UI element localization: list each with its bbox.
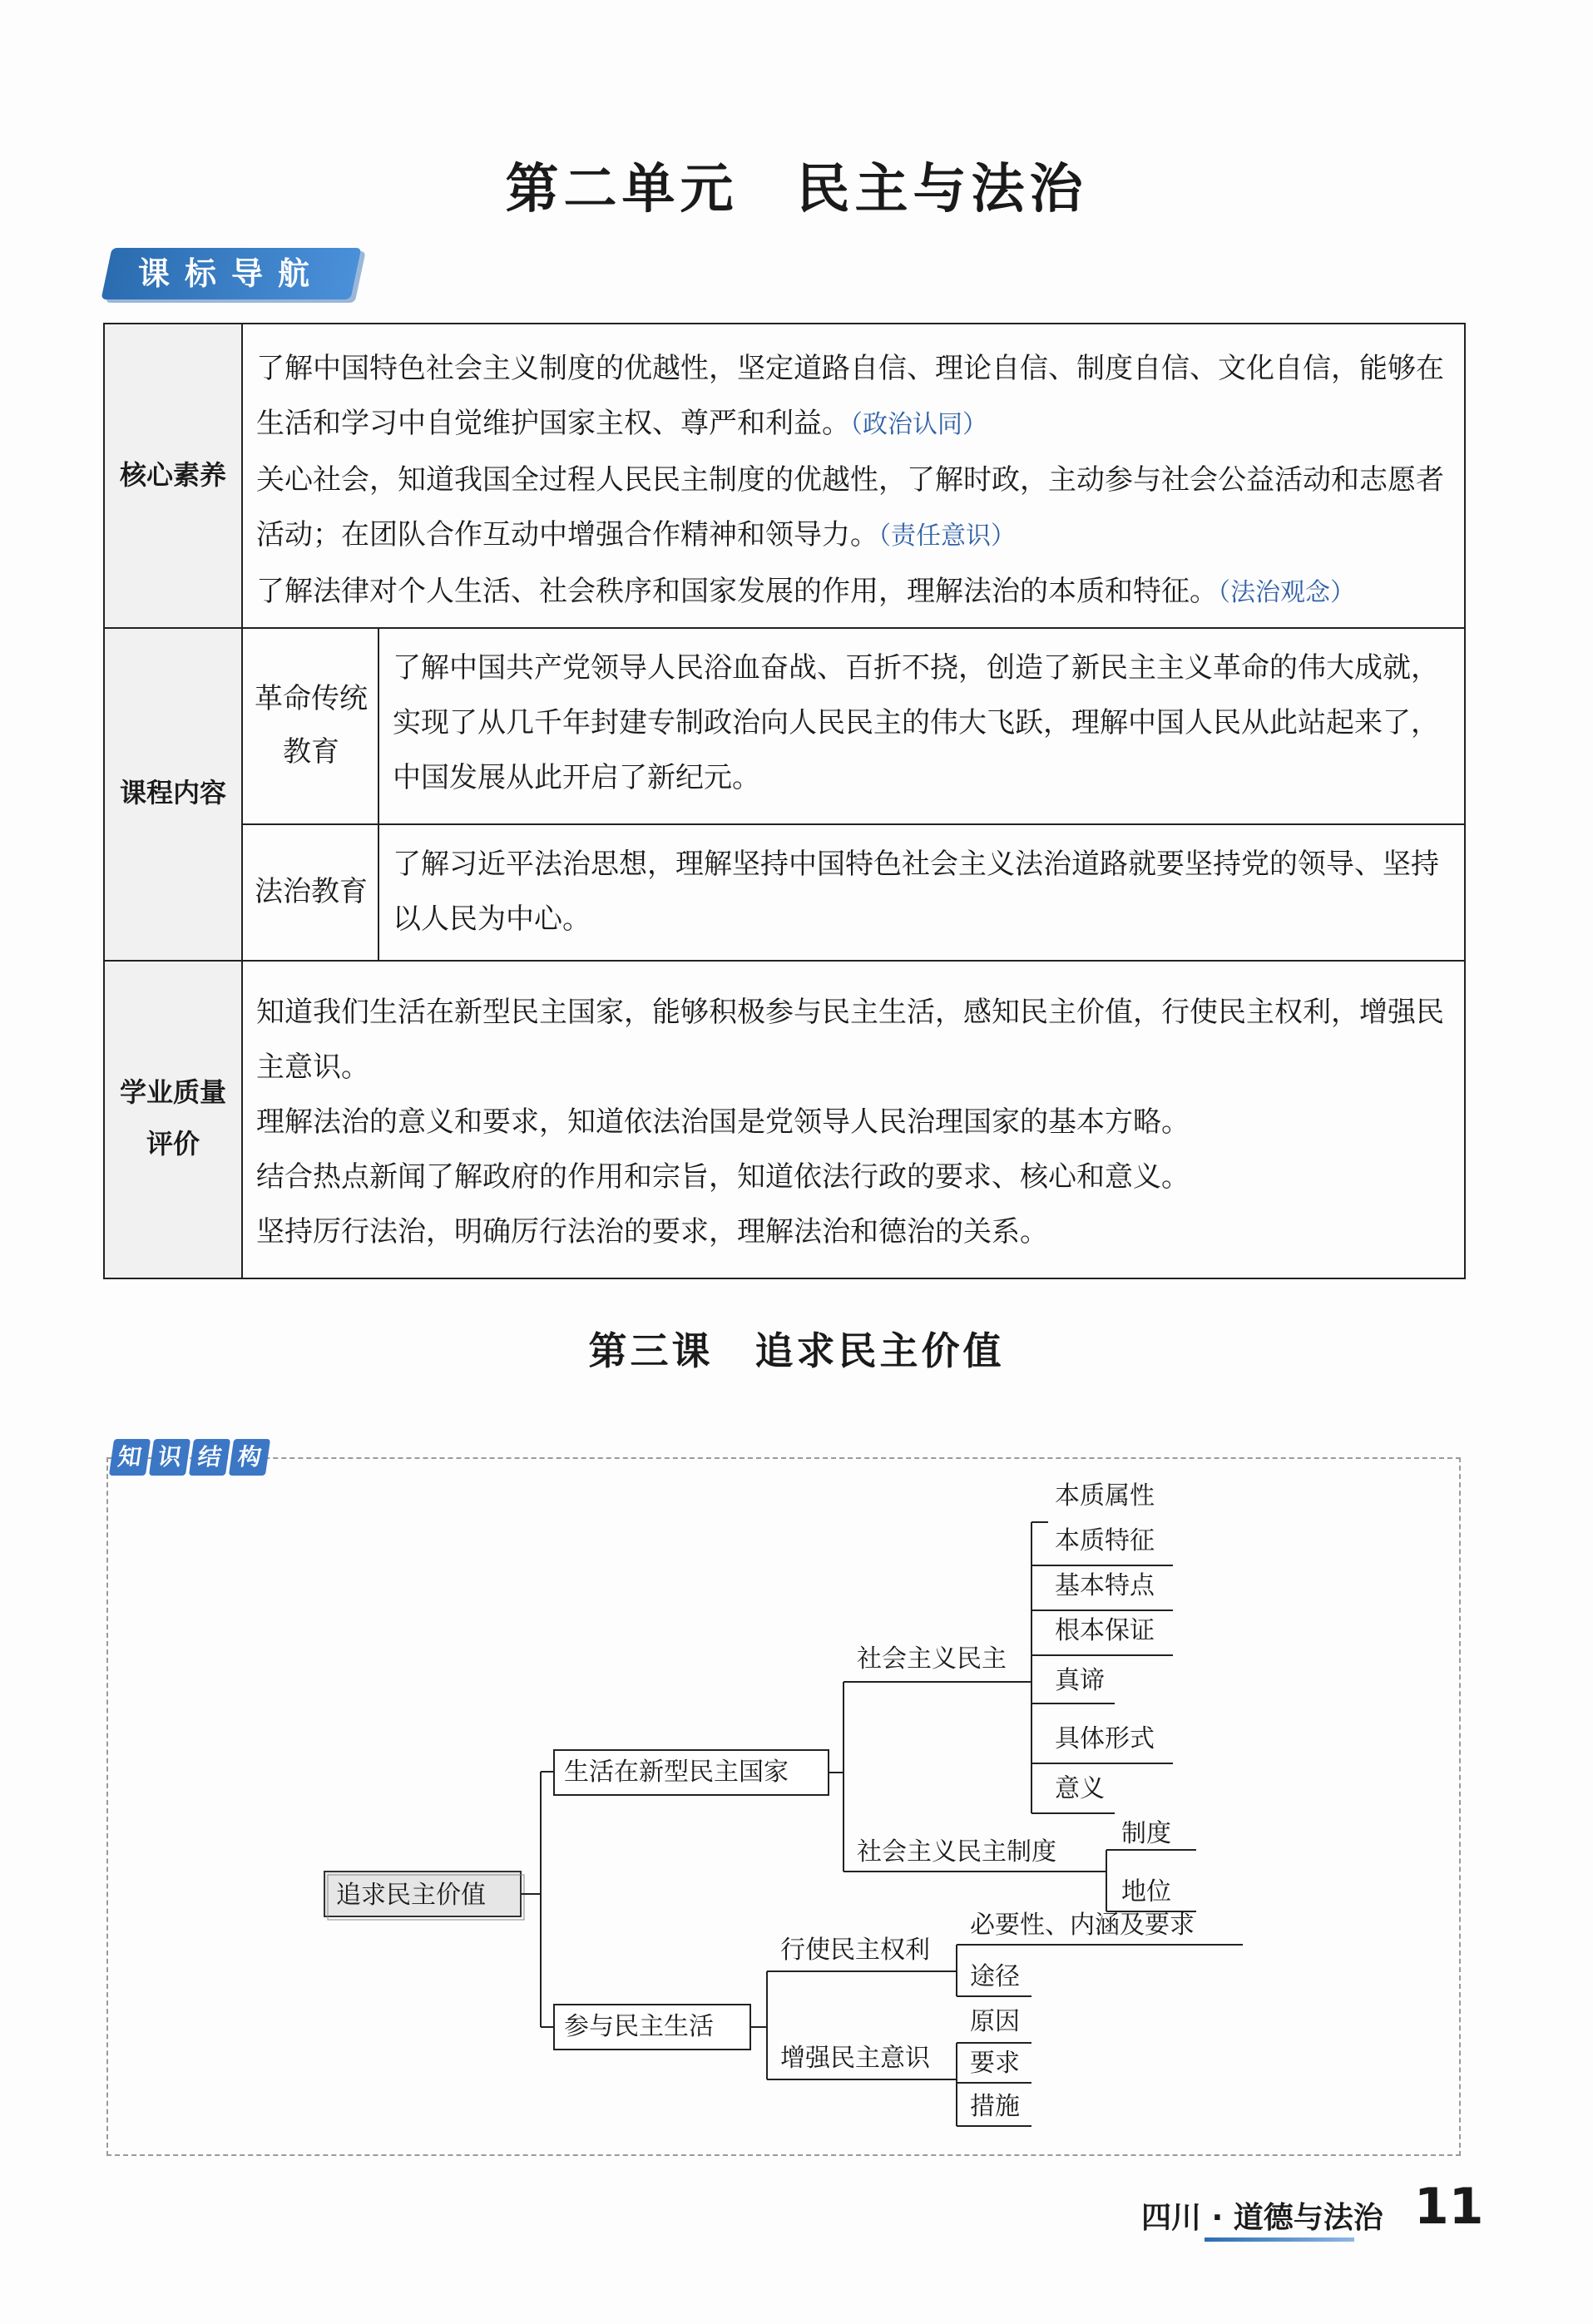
node-enhance-awareness: 增强民主意识 [780,2044,930,2073]
mindmap-root: 追求民主价值 [336,1881,486,1910]
leaf: 根本保证 [1055,1616,1155,1645]
unit-title: 第二单元 民主与法治 [505,159,1088,220]
leaf: 本质特征 [1055,1526,1155,1555]
node-democratic-system: 社会主义民主制度 [857,1837,1056,1867]
paragraph: 理解法治的意义和要求，知道依法治国是党领导人民治理国家的基本方略。 [256,1105,1190,1139]
paragraph: 了解法律对个人生活、社会秩序和国家发展的作用，理解法治的本质和特征。 [256,575,1218,608]
leaf: 地位 [1121,1877,1171,1906]
branch-participate: 参与民主生活 [564,2012,714,2041]
node-exercise-rights: 行使民主权利 [780,1936,930,1965]
row-label-course-content: 课程内容 [119,777,226,808]
subrow-label-rule-of-law: 法治教育 [255,875,368,908]
badge-char: 结 [189,1439,230,1476]
leaf: 原因 [970,2007,1020,2036]
footer-label: 四川 · 道德与法治 [1141,2201,1383,2235]
revolution-education-text: 了解中国共产党领导人民浴血奋战、百折不挠，创造了新民主主义革命的伟大成就，实现了从几千年封建专制政治向人民民主的伟大飞跃，理解中国人民从此站起来了，中国发展从此开启了新纪元。 [393,651,1439,794]
paragraph: 坚持厉行法治，明确厉行法治的要求，理解法治和德治的关系。 [256,1215,1048,1249]
paragraph: 了解中国特色社会主义制度的优越性，坚定道路自信、理论自信、制度自信、文化自信，能够在生活和学习中自觉维护国家主权、尊严和利益。 [256,352,1444,440]
leaf: 具体形式 [1055,1724,1155,1753]
footer-underline [1205,2237,1354,2242]
course-navigation-label: 课标导航 [137,255,324,292]
tag-rule-of-law: （法治观念） [1218,578,1355,607]
rule-of-law-education-text: 了解习近平法治思想，理解坚持中国特色社会主义法治道路就要坚持党的领导、坚持以人民为中心。 [393,848,1439,936]
badge-char: 知 [109,1439,151,1476]
paragraph: 关心社会，知道我国全过程人民民主制度的优越性，了解时政，主动参与社会公益活动和志愿者活动；在团队合作互动中增强合作精神和领导力。 [256,463,1444,551]
leaf: 要求 [970,2049,1020,2078]
branch-new-democracy: 生活在新型民主国家 [564,1758,789,1787]
subrow-label-revolution: 革命传统教育 [255,682,368,769]
leaf: 必要性、内涵及要求 [970,1911,1195,1940]
tag-political-identity: （政治认同） [850,410,987,439]
paragraph: 结合热点新闻了解政府的作用和宗旨，知道依法行政的要求、核心和意义。 [256,1160,1190,1194]
row-label-core-literacy: 核心素养 [119,459,226,491]
leaf: 真谛 [1055,1666,1105,1695]
page-number: 11 [1414,2178,1484,2236]
node-socialist-democracy: 社会主义民主 [857,1644,1007,1674]
lesson-title: 第三课 追求民主价值 [588,1328,1005,1373]
leaf: 途径 [970,1962,1020,1991]
leaf: 意义 [1055,1774,1105,1803]
leaf: 制度 [1121,1819,1171,1848]
row-label-academic-quality: 学业质量评价 [119,1076,226,1160]
badge-char: 识 [149,1439,190,1476]
tag-responsibility: （责任意识） [878,522,1016,551]
leaf: 本质属性 [1055,1481,1155,1511]
leaf: 基本特点 [1055,1571,1155,1600]
badge-char: 构 [229,1439,270,1476]
paragraph: 知道我们生活在新型民主国家，能够积极参与民主生活，感知民主价值，行使民主权利，增强民主意识。 [256,996,1444,1084]
leaf: 措施 [970,2092,1020,2121]
